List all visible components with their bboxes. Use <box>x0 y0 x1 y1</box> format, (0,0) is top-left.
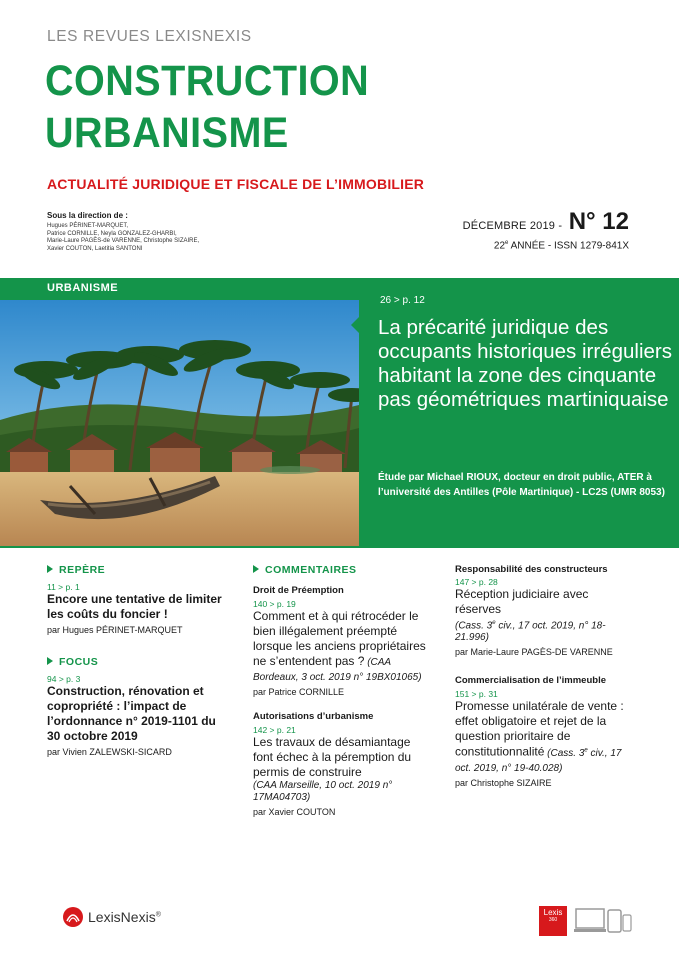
comment4-author: par Christophe SIZAIRE <box>455 777 552 788</box>
focus-section <box>47 656 227 757</box>
comment1-author: par Patrice CORNILLE <box>253 687 345 697</box>
feature-section-label: URBANISME <box>47 282 119 294</box>
direction-name: Patrice CORNILLE, Neyla GONZALEZ-GHARBI, <box>47 230 177 237</box>
repere-ref: 11 > p. 1 <box>47 582 80 592</box>
series-name: LES REVUES LEXISNEXIS <box>47 28 252 45</box>
comment2-author: par Xavier COUTON <box>253 807 336 817</box>
repere-heading: REPÈRE <box>47 564 227 576</box>
repere-title[interactable]: Encore une tentative de limiter les coûts du foncier ! <box>47 592 222 621</box>
issue-year-number: 22 <box>493 240 506 252</box>
issue-month: DÉCEMBRE 2019 - <box>462 220 563 232</box>
feature-byline: Étude par Michael RIOUX, docteur en droit public, ATER à l’université des Antilles (Pôle Martinique) - LC2S (UMR 8053) <box>378 472 665 498</box>
focus-author: par Vivien ZALEWSKI-SICARD <box>47 747 172 757</box>
issue-year-issn <box>494 240 629 251</box>
journal-title-line1: CONSTRUCTION <box>45 57 370 105</box>
comment3-cite: (Cass. 3e civ., 17 oct. 2019, n° 18-21.996) <box>455 620 606 644</box>
comment3-rubric: Responsabilité des constructeurs <box>455 564 608 575</box>
triangle-icon <box>253 565 259 573</box>
issue-year-sup: e <box>505 240 509 246</box>
feature-title[interactable]: La précarité juridique des occupants historiques irréguliers habitant la zone des cinquante pas géométriques martiniquaise <box>378 316 672 411</box>
comment4-cite: (Cass. 3e civ., 17 oct. 2019, n° 19-40.028) <box>455 747 622 774</box>
feature-pointer <box>351 316 360 334</box>
direction-label: Sous la direction de : <box>47 211 128 220</box>
comment3-ref: 147 > p. 28 <box>455 577 498 587</box>
beach-photo <box>0 300 359 546</box>
commentaires-heading: COMMENTAIRES <box>253 564 433 576</box>
focus-title[interactable]: Construction, rénovation et copropriété : l’impact de l’ordonnance n° 2019-1101 du 30 octobre 2019 <box>47 684 216 743</box>
journal-subtitle: ACTUALITÉ JURIDIQUE ET FISCALE DE L’IMMOBILIER <box>47 176 425 192</box>
direction-name: Hugues PÉRINET-MARQUET, <box>47 223 129 229</box>
journal-title-line2: URBANISME <box>45 109 289 157</box>
comment1-cite: (CAA Bordeaux, 3 oct. 2019 n° 19BX01065) <box>253 657 422 683</box>
focus-ref: 94 > p. 3 <box>47 674 81 684</box>
commentaires-section-2 <box>455 564 635 788</box>
repere-section <box>47 564 227 635</box>
comment4-title[interactable]: Promesse unilatérale de vente : effet obligatoire et rejet de la question prioritaire de constitutionnalité (Cass. 3e civ., 17 oct. 2019, n° 19-40.028) <box>455 699 624 774</box>
issue-year-rest: ANNÉE - ISSN 1279-841X <box>508 240 629 252</box>
lexisnexis-wordmark: LexisNexis® <box>88 909 161 925</box>
comment4-ref: 151 > p. 31 <box>455 689 498 700</box>
comment1-title[interactable]: Comment et à qui rétrocéder le bien illégalement préempté lorsque les anciens propriétaires ne s’entendent pas ? (CAA Bordeaux, 3 oct. 2019 n° 19BX01065) <box>253 609 426 683</box>
lexis360-badge: Lexis 360 <box>539 906 632 936</box>
focus-heading: FOCUS <box>47 656 227 668</box>
direction-name: Xavier COUTON, Laetitia SANTONI <box>47 245 143 252</box>
direction-name: Marie-Laure PAGÈS-de VARENNE, Christophe SIZAIRE, <box>47 238 200 244</box>
issue-info <box>463 208 629 236</box>
comment2-cite: (CAA Marseille, 10 oct. 2019 n° 17MA04703) <box>253 780 393 803</box>
comment2-ref: 142 > p. 21 <box>253 725 296 735</box>
comment4-rubric: Commercialisation de l’immeuble <box>455 675 606 687</box>
comment3-title[interactable]: Réception judiciaire avec réserves <box>455 587 589 616</box>
comment2-rubric: Autorisations d’urbanisme <box>253 711 374 722</box>
comment3-author: par Marie-Laure PAGÈS-DE VARENNE <box>455 647 613 658</box>
devices-icon <box>574 906 632 936</box>
triangle-icon <box>47 565 53 573</box>
triangle-icon <box>47 657 53 665</box>
feature-ref: 26 > p. 12 <box>380 295 425 306</box>
repere-author: par Hugues PÉRINET-MARQUET <box>47 625 183 635</box>
comment1-ref: 140 > p. 19 <box>253 599 296 609</box>
commentaires-section <box>253 564 433 817</box>
comment2-title[interactable]: Les travaux de désamiantage font échec à la péremption du permis de construire <box>253 735 412 779</box>
lexisnexis-logo-icon <box>62 906 84 933</box>
issue-number: N° 12 <box>568 208 629 235</box>
direction-names <box>47 223 199 253</box>
comment1-rubric: Droit de Préemption <box>253 585 344 596</box>
